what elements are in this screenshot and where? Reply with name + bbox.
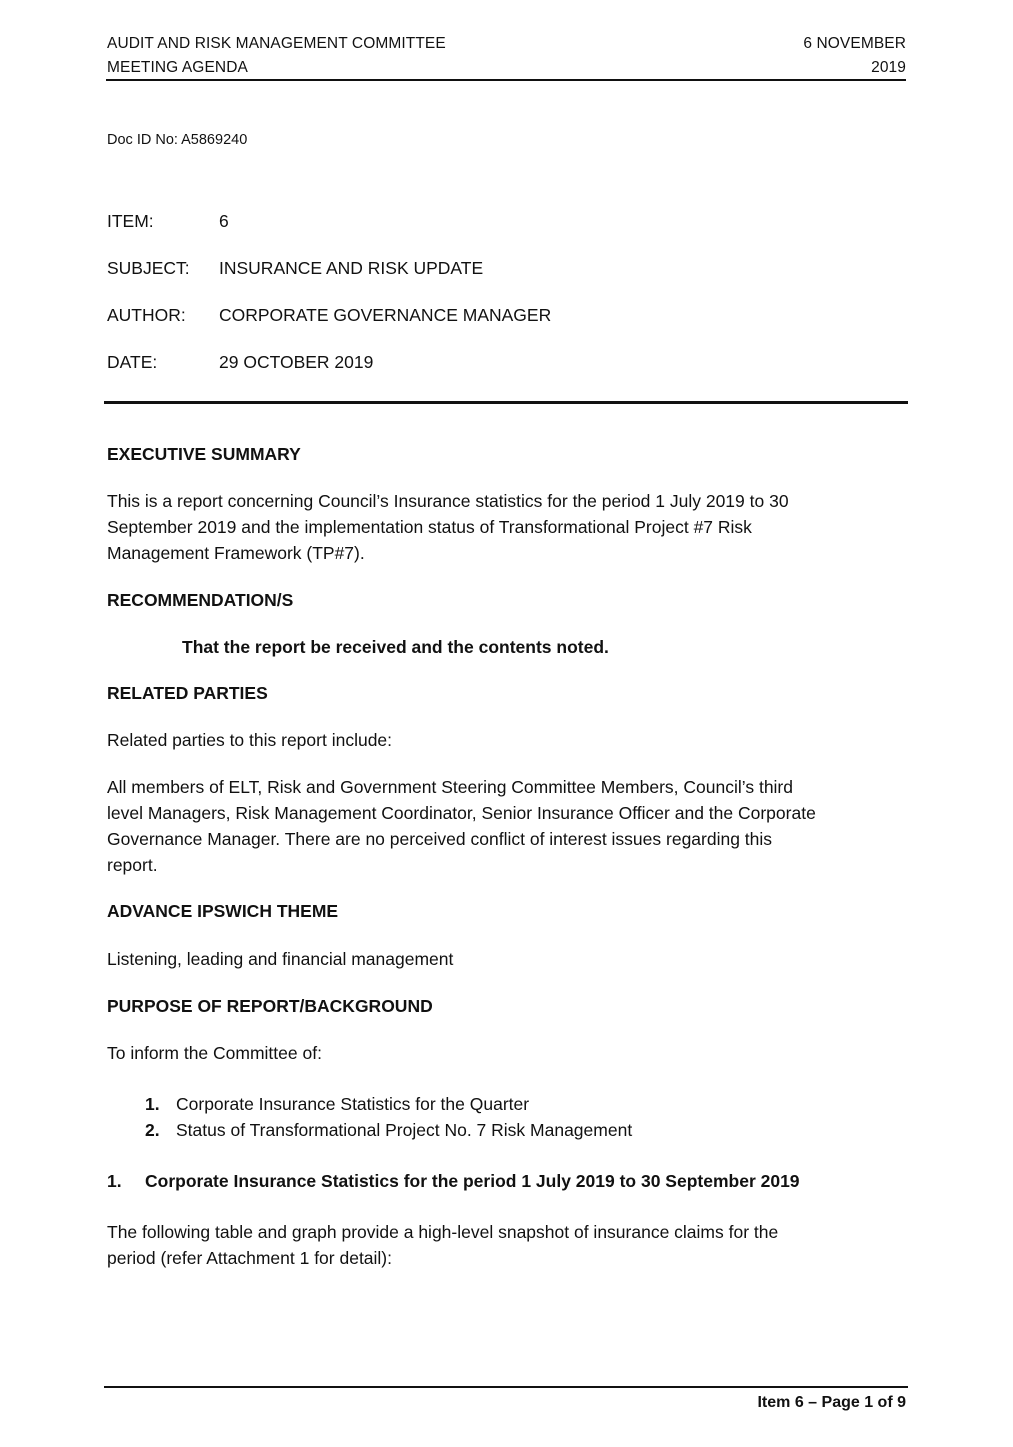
committee-title	[107, 32, 446, 80]
meta-rule	[104, 401, 908, 404]
purpose-heading: PURPOSE OF REPORT/BACKGROUND	[107, 996, 433, 1016]
doc-id: Doc ID No: A5869240	[107, 132, 248, 148]
theme-text: Listening, leading and financial management	[107, 949, 454, 969]
page-number: Item 6 – Page 1 of 9	[757, 1394, 906, 1411]
related-parties-line: level Managers, Risk Management Coordinator, Senior Insurance Officer and the Corporate	[107, 803, 816, 823]
related-parties-text	[107, 774, 816, 878]
purpose-item-text: Status of Transformational Project No. 7 Risk Management	[176, 1120, 633, 1140]
committee-title-line2: MEETING AGENDA	[107, 59, 248, 76]
subject-label: SUBJECT:	[107, 258, 190, 278]
item-value: 6	[219, 211, 229, 231]
purpose-list-item	[145, 1117, 632, 1143]
stats-section-line: period (refer Attachment 1 for detail):	[107, 1248, 392, 1268]
header-rule	[106, 79, 906, 81]
related-parties-line: Governance Manager. There are no perceived conflict of interest issues regarding this	[107, 829, 773, 849]
purpose-item-number: 2.	[145, 1120, 160, 1140]
exec-summary-heading: EXECUTIVE SUMMARY	[107, 444, 301, 464]
stats-section-line: The following table and graph provide a high-level snapshot of insurance claims for the	[107, 1222, 779, 1242]
related-parties-intro: Related parties to this report include:	[107, 730, 393, 750]
meeting-date-line2: 2019	[871, 59, 906, 76]
related-parties-heading: RELATED PARTIES	[107, 683, 268, 703]
date-value: 29 OCTOBER 2019	[219, 352, 374, 372]
author-value: CORPORATE GOVERNANCE MANAGER	[219, 305, 552, 325]
stats-section-heading: Corporate Insurance Statistics for the period 1 July 2019 to 30 September 2019	[145, 1171, 800, 1191]
exec-summary-line: Management Framework (TP#7).	[107, 543, 365, 563]
stats-section-text	[107, 1219, 778, 1271]
subject-value: INSURANCE AND RISK UPDATE	[219, 258, 484, 278]
exec-summary-line: September 2019 and the implementation status of Transformational Project #7 Risk	[107, 517, 752, 537]
purpose-item-text: Corporate Insurance Statistics for the Quarter	[176, 1094, 530, 1114]
related-parties-line: All members of ELT, Risk and Government Steering Committee Members, Council’s third	[107, 777, 793, 797]
exec-summary-text	[107, 488, 789, 566]
stats-section-number: 1.	[107, 1171, 122, 1191]
meeting-date	[803, 32, 906, 80]
committee-title-line1: AUDIT AND RISK MANAGEMENT COMMITTEE	[107, 35, 446, 52]
purpose-item-number: 1.	[145, 1094, 160, 1114]
purpose-intro: To inform the Committee of:	[107, 1043, 322, 1063]
theme-heading: ADVANCE IPSWICH THEME	[107, 901, 339, 921]
meeting-date-line1: 6 NOVEMBER	[803, 35, 906, 52]
footer-rule	[104, 1386, 908, 1388]
recommendation-text: That the report be received and the contents noted.	[182, 637, 609, 657]
date-label: DATE:	[107, 352, 158, 372]
exec-summary-line: This is a report concerning Council’s Insurance statistics for the period 1 July 2019 to 30	[107, 491, 789, 511]
related-parties-line: report.	[107, 855, 158, 875]
item-label: ITEM:	[107, 211, 154, 231]
recommendation-heading: RECOMMENDATION/S	[107, 590, 294, 610]
author-label: AUTHOR:	[107, 305, 186, 325]
purpose-list	[145, 1091, 632, 1143]
purpose-list-item	[145, 1091, 632, 1117]
